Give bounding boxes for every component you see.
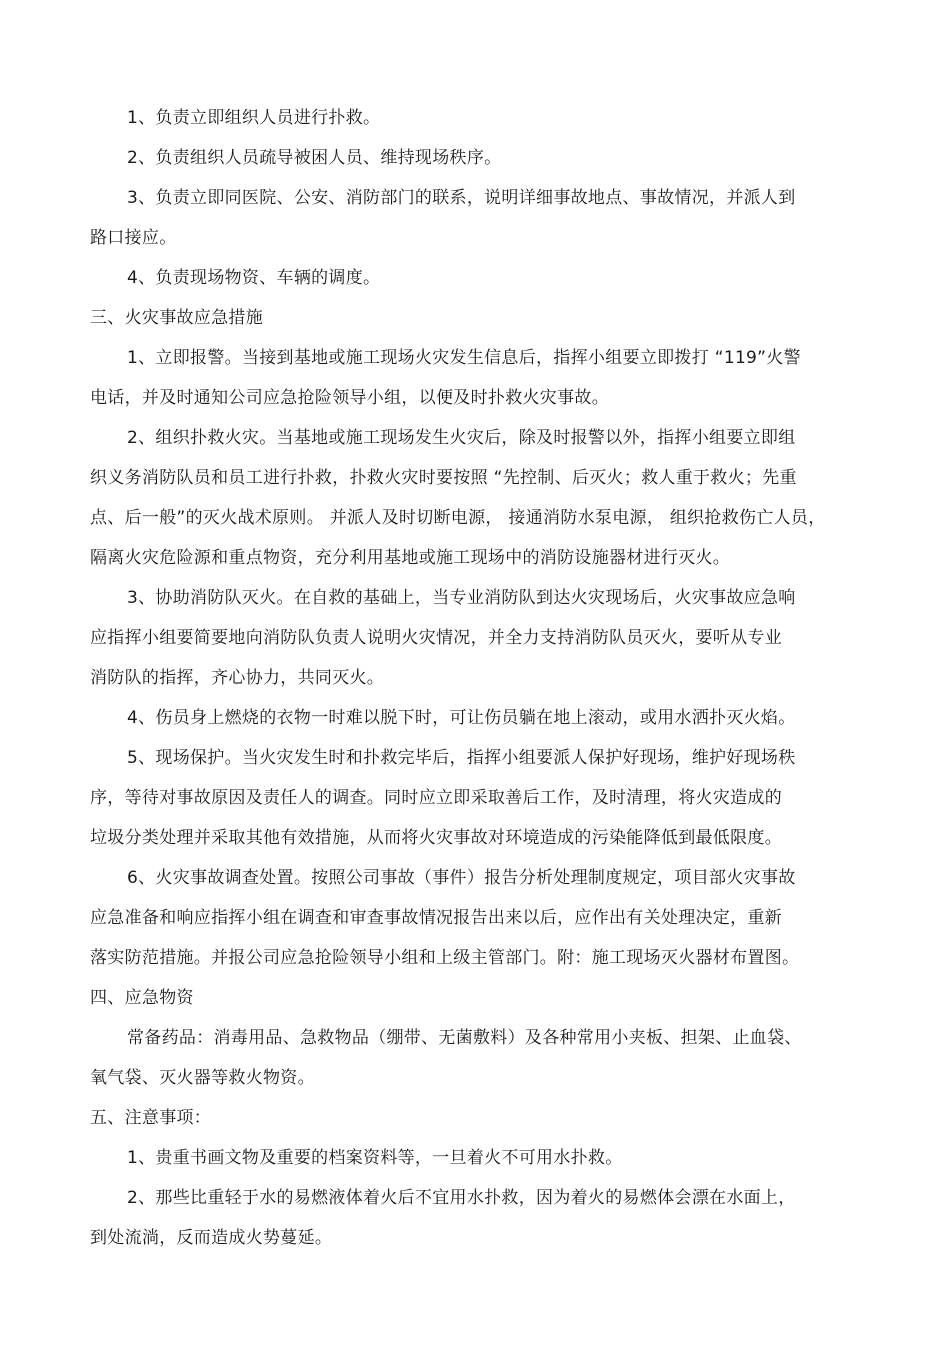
paragraph-line: 3、协助消防队灭火。在自救的基础上，当专业消防队到达火灾现场后，火灾事故应急响 xyxy=(127,588,796,608)
paragraph-line: 应急准备和响应指挥小组在调查和审查事故情况报告出来以后，应作出有关处理决定，重新 xyxy=(90,908,782,928)
paragraph-line: 垃圾分类处理并采取其他有效措施，从而将火灾事故对环境造成的污染能降低到最低限度。 xyxy=(90,828,782,848)
paragraph-line: 4、负责现场物资、车辆的调度。 xyxy=(127,268,381,288)
paragraph-line: 2、那些比重轻于水的易燃液体着火后不宜用水扑救，因为着火的易燃体会漂在水面上， xyxy=(127,1188,796,1208)
paragraph-line: 4、伤员身上燃烧的衣物一时难以脱下时，可让伤员躺在地上滚动，或用水洒扑灭火焰。 xyxy=(127,708,796,728)
paragraph-line: 3、负责立即同医院、公安、消防部门的联系，说明详细事故地点、事故情况，并派人到 xyxy=(127,188,796,208)
paragraph-line: 织义务消防队员和员工进行扑救，扑救火灾时要按照 “先控制、后灭火；救人重于救火；先重 xyxy=(90,468,797,488)
paragraph-line: 1、负责立即组织人员进行扑救。 xyxy=(127,108,381,128)
paragraph-line: 2、负责组织人员疏导被困人员、维持现场秩序。 xyxy=(127,148,502,168)
paragraph-line: 常备药品：消毒用品、急救物品（绷带、无菌敷料）及各种常用小夹板、担架、止血袋、 xyxy=(127,1028,802,1048)
paragraph-line: 应指挥小组要简要地向消防队负责人说明火灾情况，并全力支持消防队员灭火，要听从专业 xyxy=(90,628,782,648)
paragraph-line: 点、后一般”的灭火战术原则。 并派人及时切断电源， 接通消防水泵电源， 组织抢救伤亡人员， xyxy=(90,508,826,528)
paragraph-line: 1、立即报警。当接到基地或施工现场火灾发生信息后，指挥小组要立即拨打 “119”火警 xyxy=(127,348,801,368)
section-heading: 三、火灾事故应急措施 xyxy=(90,308,263,328)
paragraph-line: 电话，并及时通知公司应急抢险领导小组，以便及时扑救火灾事故。 xyxy=(90,388,609,408)
paragraph-line: 序，等待对事故原因及责任人的调查。同时应立即采取善后工作，及时清理，将火灾造成的 xyxy=(90,788,782,808)
paragraph-line: 5、现场保护。当火灾发生时和扑救完毕后，指挥小组要派人保护好现场，维护好现场秩 xyxy=(127,748,796,768)
paragraph-line: 2、组织扑救火灾。当基地或施工现场发生火灾后，除及时报警以外，指挥小组要立即组 xyxy=(127,428,796,448)
section-heading: 五、注意事项： xyxy=(90,1108,212,1128)
paragraph-line: 6、火灾事故调查处置。按照公司事故（事件）报告分析处理制度规定，项目部火灾事故 xyxy=(127,868,796,888)
paragraph-line: 1、贵重书画文物及重要的档案资料等，一旦着火不可用水扑救。 xyxy=(127,1148,623,1168)
paragraph-line: 路口接应。 xyxy=(90,228,177,248)
paragraph-line: 氧气袋、灭火器等救火物资。 xyxy=(90,1068,315,1088)
paragraph-line: 落实防范措施。并报公司应急抢险领导小组和上级主管部门。附：施工现场灭火器材布置图。 xyxy=(90,948,800,968)
paragraph-line: 到处流淌，反而造成火势蔓延。 xyxy=(90,1228,333,1248)
paragraph-line: 隔离火灾危险源和重点物资，充分利用基地或施工现场中的消防设施器材进行灭火。 xyxy=(90,548,731,568)
paragraph-line: 消防队的指挥，齐心协力，共同灭火。 xyxy=(90,668,385,688)
section-heading: 四、应急物资 xyxy=(90,988,194,1008)
